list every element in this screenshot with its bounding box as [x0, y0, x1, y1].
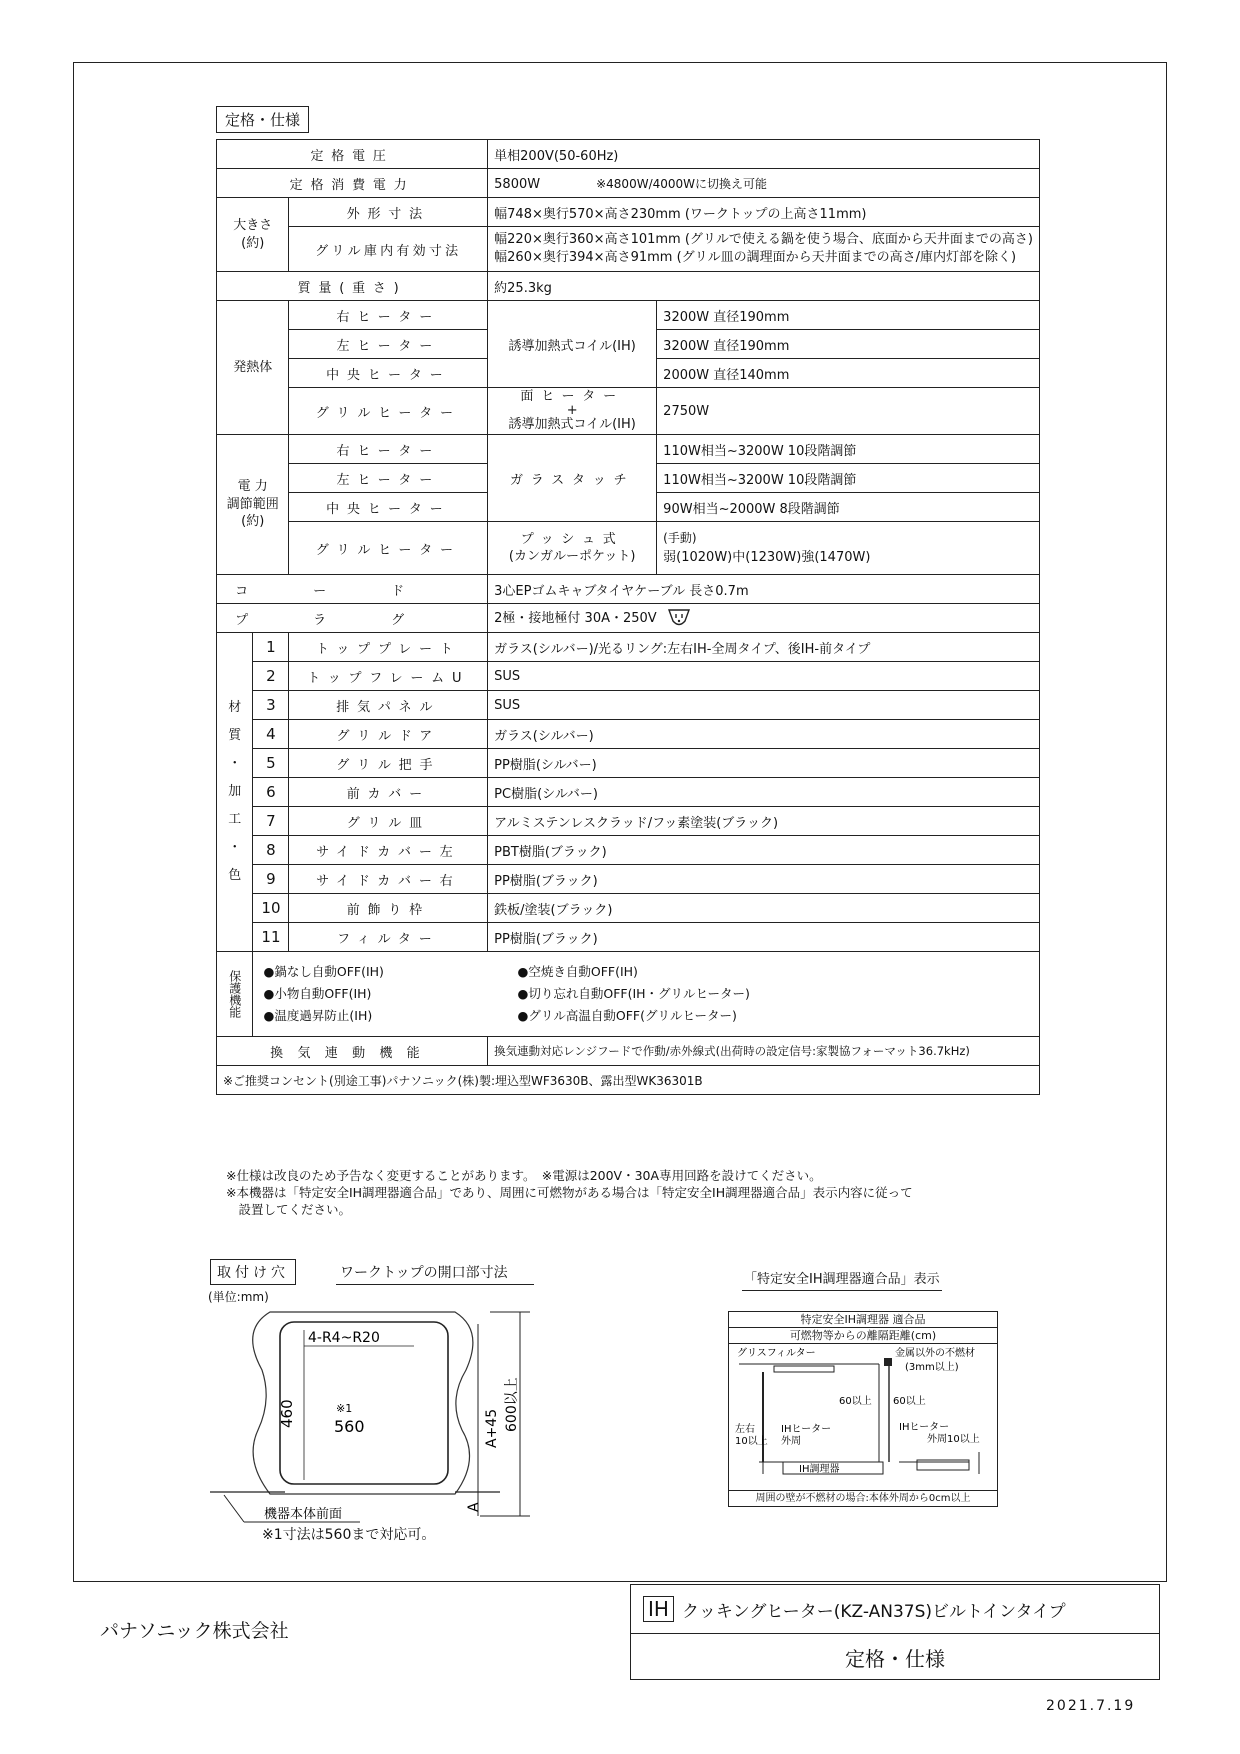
coil-type: 誘導加熱式コイル(IH): [488, 301, 657, 388]
power-note: ※4800W/4000Wに切換え可能: [596, 176, 768, 191]
plug-icon: [667, 607, 691, 629]
material-value: PP樹脂(ブラック): [488, 865, 1040, 894]
control-grill-mode: (手動): [663, 531, 697, 545]
mounting-unit: (単位:mm): [208, 1290, 269, 1304]
protection-group: 保護機能: [217, 952, 253, 1037]
width-text: 560: [334, 1417, 365, 1436]
row-material-7: [217, 807, 1040, 836]
section-label: 定格・仕様: [216, 106, 309, 133]
mounting-subtitle: ワークトップの開口部寸法: [336, 1262, 534, 1285]
row-material-10: [217, 894, 1040, 923]
protection-item: ●グリル高温自動OFF(グリルヒーター): [517, 1008, 737, 1023]
voltage-value: 単相200V(50-60Hz): [488, 140, 1040, 169]
material-no: 10: [253, 894, 289, 923]
material-value: SUS: [488, 691, 1040, 720]
row-plug: [217, 604, 1040, 633]
heater-group: 発熱体: [217, 301, 289, 435]
control-label-left: 左ヒーター: [289, 464, 488, 493]
row-material-3: [217, 691, 1040, 720]
dist-60a: 60以上: [839, 1396, 872, 1407]
row-ventilation: [217, 1037, 1040, 1066]
material-group-char: 材: [228, 700, 242, 715]
power-value: 5800W: [494, 176, 541, 192]
right-10: 10以上: [947, 1434, 980, 1445]
protection-item: ●空焼き自動OFF(IH): [517, 964, 638, 979]
material-label: サイドカバー右: [289, 865, 488, 894]
row-material-2: [217, 662, 1040, 691]
row-material-8: [217, 836, 1040, 865]
row-material-5: [217, 749, 1040, 778]
push-type-1: プッシュ式: [520, 532, 624, 547]
material-value: PP樹脂(ブラック): [488, 923, 1040, 952]
ih-label-diagram: [729, 1344, 997, 1494]
outer-value: 幅748×奥行570×高さ230mm (ワークトップの上高さ11mm): [488, 198, 1040, 227]
mounting-note: ※1寸法は560まで対応可。: [262, 1527, 436, 1543]
control-label-center: 中央ヒーター: [289, 493, 488, 522]
outer-label: 外形寸法: [289, 198, 488, 227]
depth-text: 460: [278, 1399, 296, 1428]
voltage-label: 定格電圧: [217, 140, 488, 169]
material-value: ガラス(シルバー): [488, 720, 1040, 749]
material-value: アルミステンレスクラッド/フッ素塗装(ブラック): [488, 807, 1040, 836]
material-no: 4: [253, 720, 289, 749]
ih-label-row2: 可燃物等からの離隔距離(cm): [729, 1328, 997, 1344]
glass-touch: ガラスタッチ: [488, 435, 657, 522]
company-name: パナソニック株式会社: [100, 1620, 289, 1642]
row-heater-grill: [217, 388, 1040, 435]
control-value-right: 110W相当~3200W 10段階調節: [657, 435, 1040, 464]
row-size-outer: [217, 198, 1040, 227]
material-no: 1: [253, 633, 289, 662]
row-material-6: [217, 778, 1040, 807]
material-group-char: ・: [228, 840, 242, 855]
power-label: 定格消費電力: [217, 169, 488, 198]
outlet-note: ※ご推奨コンセント(別途工事)パナソニック(株)製:埋込型WF3630B、露出型WK36301B: [217, 1066, 1040, 1095]
ih-outer-left: IHヒーター: [781, 1424, 832, 1435]
metal-text-2: (3mm以上): [905, 1362, 959, 1373]
material-label: グリル把手: [289, 749, 488, 778]
metal-text: 金属以外の不燃材: [895, 1348, 975, 1359]
material-no: 2: [253, 662, 289, 691]
material-value: SUS: [488, 662, 1040, 691]
row-material-9: [217, 865, 1040, 894]
material-group-char: 工: [228, 812, 242, 827]
material-value: PP樹脂(シルバー): [488, 749, 1040, 778]
row-voltage: [217, 140, 1040, 169]
cord-value: 3心EPゴムキャブタイヤケーブル 長さ0.7m: [488, 575, 1040, 604]
row-heater-right: [217, 301, 1040, 330]
control-grill-levels: 弱(1020W)中(1230W)強(1470W): [663, 550, 871, 565]
outer-right: 外周: [927, 1434, 947, 1445]
dist-60b: 60以上: [893, 1396, 926, 1407]
material-label: 排気パネル: [289, 691, 488, 720]
material-value: PBT樹脂(ブラック): [488, 836, 1040, 865]
heater-value-right: 3200W 直径190mm: [657, 301, 1040, 330]
grill-type-2: 誘導加熱式コイル(IH): [508, 417, 636, 432]
height-600-text: 600以上: [504, 1377, 520, 1432]
row-power: [217, 169, 1040, 198]
row-mass: [217, 272, 1040, 301]
cooker-label: IH調理器: [799, 1464, 840, 1475]
row-size-grill: [217, 227, 1040, 272]
material-group-char: ・: [228, 756, 242, 771]
control-label-grill: グリルヒーター: [289, 522, 488, 575]
mass-value: 約25.3kg: [488, 272, 1040, 301]
a-label: A: [466, 1502, 482, 1512]
grill-type-1: 面ヒーター: [520, 389, 624, 404]
doc-date: 2021.7.19: [1046, 1698, 1136, 1714]
front-label: 機器本体前面: [264, 1507, 343, 1522]
ih-label-row1: 特定安全IH調理器 適合品: [729, 1312, 997, 1328]
row-material-1: [217, 633, 1040, 662]
material-no: 11: [253, 923, 289, 952]
size-group: 大きさ (約): [217, 198, 289, 272]
material-label: フィルター: [289, 923, 488, 952]
control-value-center: 90W相当~2000W 8段階調節: [657, 493, 1040, 522]
ih-mark: IH: [643, 1596, 674, 1622]
side-10: 10以上: [735, 1436, 768, 1447]
mass-label: 質量(重さ): [217, 272, 488, 301]
row-outlet: [217, 1066, 1040, 1095]
control-group: 電 力 調節範囲 (約): [217, 435, 289, 575]
plug-value: 2極・接地極付 30A・250V: [494, 610, 657, 626]
material-group-char: 色: [228, 868, 242, 883]
spec-notes: ※仕様は改良のため予告なく変更することがあります。 ※電源は200V・30A専用回路を設けてください。 ※本機器は「特定安全IH調理器適合品」であり、周囲に可燃物がある場合は「特定安全IH調理器適合品」表示内容に従って 設置してください。: [226, 1168, 913, 1217]
ih-label-box: [728, 1311, 998, 1507]
ih-label-foot: 周囲の壁が不燃材の場合:本体外周から0cm以上: [729, 1490, 997, 1506]
material-label: サイドカバー左: [289, 836, 488, 865]
mounting-diagram: [200, 1300, 540, 1530]
row-cord: [217, 575, 1040, 604]
cord-label: コード: [217, 575, 488, 604]
doc-title: 定格・仕様: [845, 1646, 945, 1671]
push-type-2: (カンガルーポケット): [508, 549, 636, 564]
heater-value-left: 3200W 直径190mm: [657, 330, 1040, 359]
material-no: 7: [253, 807, 289, 836]
corner-radius-text: 4-R4~R20: [308, 1330, 380, 1346]
material-group-char: 質: [228, 728, 242, 743]
protection-item: ●小物自動OFF(IH): [263, 986, 372, 1001]
row-protection: [217, 952, 1040, 1037]
material-label: トッププレート: [289, 633, 488, 662]
material-no: 3: [253, 691, 289, 720]
plug-label: プラグ: [217, 604, 488, 633]
ventilation-value: 換気連動対応レンジフードで作動/赤外線式(出荷時の設定信号:家製協フォーマット36.7kHz): [488, 1037, 1040, 1066]
ih-outer-right: IHヒーター: [899, 1422, 950, 1433]
mounting-title: 取付け穴: [210, 1259, 296, 1285]
heater-value-grill: 2750W: [657, 388, 1040, 435]
heater-value-center: 2000W 直径140mm: [657, 359, 1040, 388]
side-label: 左右: [735, 1424, 755, 1435]
protection-item: ●鍋なし自動OFF(IH): [263, 964, 384, 979]
grill-size-label: グリル庫内有効寸法: [289, 227, 488, 272]
grill-type-plus: +: [566, 403, 578, 418]
control-value-left: 110W相当~3200W 10段階調節: [657, 464, 1040, 493]
row-control-grill: [217, 522, 1040, 575]
heater-label-grill: グリルヒーター: [289, 388, 488, 435]
product-name: クッキングヒーター(KZ-AN37S)ビルトインタイプ: [681, 1601, 1066, 1622]
material-label: トップフレームU: [289, 662, 488, 691]
material-value: PC樹脂(シルバー): [488, 778, 1040, 807]
heater-label-left: 左ヒーター: [289, 330, 488, 359]
material-group: [217, 633, 253, 952]
width-mark: ※1: [336, 1402, 353, 1415]
ventilation-label: 換気連動機能: [217, 1037, 488, 1066]
material-no: 9: [253, 865, 289, 894]
material-no: 8: [253, 836, 289, 865]
material-value: 鉄板/塗装(ブラック): [488, 894, 1040, 923]
spec-table: [216, 139, 1040, 1095]
grill-size-value-1: 幅220×奥行360×高さ101mm (グリルで使える鍋を使う場合、底面から天井面までの高さ): [494, 232, 1033, 247]
protection-item: ●切り忘れ自動OFF(IH・グリルヒーター): [517, 986, 750, 1001]
row-control-right: [217, 435, 1040, 464]
row-material-11: [217, 923, 1040, 952]
material-label: 前飾り枠: [289, 894, 488, 923]
row-material-4: [217, 720, 1040, 749]
outer-left: 外周: [781, 1436, 801, 1447]
heater-label-center: 中央ヒーター: [289, 359, 488, 388]
grill-size-value-2: 幅260×奥行394×高さ91mm (グリル皿の調理面から天井面までの高さ/庫内灯部を除く): [494, 250, 1017, 265]
a-dim-text: A+45: [484, 1408, 500, 1448]
control-label-right: 右ヒーター: [289, 435, 488, 464]
grease-filter-text: グリスフィルター: [737, 1348, 816, 1359]
material-no: 5: [253, 749, 289, 778]
material-label: グリル皿: [289, 807, 488, 836]
material-label: 前カバー: [289, 778, 488, 807]
protection-item: ●温度過昇防止(IH): [263, 1008, 373, 1023]
heater-label-right: 右ヒーター: [289, 301, 488, 330]
material-no: 6: [253, 778, 289, 807]
material-group-char: 加: [228, 784, 242, 799]
ih-label-title: 「特定安全IH調理器適合品」表示: [742, 1268, 942, 1291]
material-label: グリルドア: [289, 720, 488, 749]
material-value: ガラス(シルバー)/光るリング:左右IH-全周タイプ、後IH-前タイプ: [488, 633, 1040, 662]
title-block: [630, 1584, 1160, 1680]
